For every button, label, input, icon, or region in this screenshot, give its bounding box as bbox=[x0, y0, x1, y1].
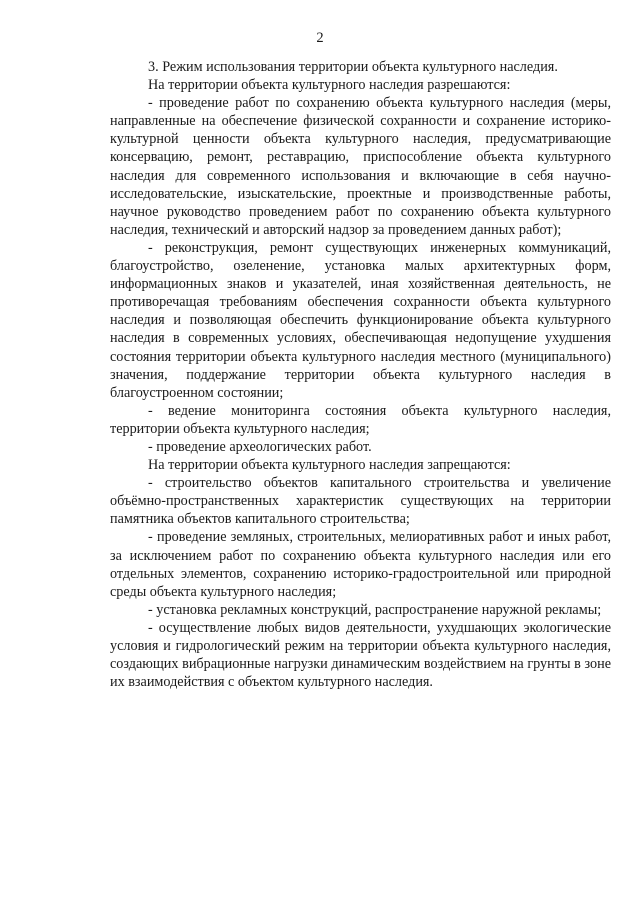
allowed-item: - проведение работ по сохранению объекта культурного наследия (меры, направленные на обеспечение физической сохранности и сохранение историко-культурной ценности объекта культурного наследия, предусматривающие консервацию, ремонт, реставрацию, приспособление объекта культурного наследия для современного использования и включающие в себя научно-исследовательские, изыскательские, проектные и производственные работы, научное руководство проведением работ по сохранению объекта культурного наследия, технический и авторский надзор за проведением данных работ); bbox=[110, 95, 611, 238]
prohibited-intro: На территории объекта культурного наследия запрещаются: bbox=[148, 457, 511, 474]
allowed-item: - реконструкция, ремонт существующих инженерных коммуникаций, благоустройство, озеленение, установка малых архитектурных форм, информационных знаков и указателей, иная хозяйственная деятельность, не противоречащая требованиям обеспечения сохранности объекта культурного наследия и позволяющая обеспечить функционирование объекта культурного наследия в современных условиях, обеспечивающая недопущение ухудшения состояния территории объекта культурного наследия местного (муниципального) значения, поддержание территории объекта культурного наследия в благоустроенном состоянии; bbox=[110, 239, 611, 401]
allowed-intro: На территории объекта культурного наследия разрешаются: bbox=[148, 77, 511, 94]
page-number: 2 bbox=[316, 30, 324, 46]
prohibited-item: - установка рекламных конструкций, распространение наружной рекламы; bbox=[148, 601, 602, 618]
prohibited-item: - проведение земляных, строительных, мелиоративных работ и иных работ, за исключением работ по сохранению объекта культурного наследия или его отдельных элементов, сохранению историко-градостроительной или природной среды объекта культурного наследия; bbox=[110, 529, 611, 600]
prohibited-item: - строительство объектов капитального строительства и увеличение объёмно-пространственных характеристик существующих на территории памятника объектов капитального строительства; bbox=[110, 475, 611, 528]
prohibited-item: - осуществление любых видов деятельности, ухудшающих экологические условия и гидрологический режим на территории объекта культурного наследия, создающих вибрационные нагрузки динамическим воздействием на грунты в зоне их взаимодействия с объектом культурного наследия. bbox=[110, 619, 611, 691]
allowed-item: - ведение мониторинга состояния объекта культурного наследия, территории объекта культурного наследия; bbox=[110, 402, 611, 437]
section-heading: 3. Режим использования территории объекта культурного наследия. bbox=[148, 59, 558, 75]
document-body bbox=[110, 58, 611, 691]
allowed-item: - проведение археологических работ. bbox=[148, 438, 372, 455]
